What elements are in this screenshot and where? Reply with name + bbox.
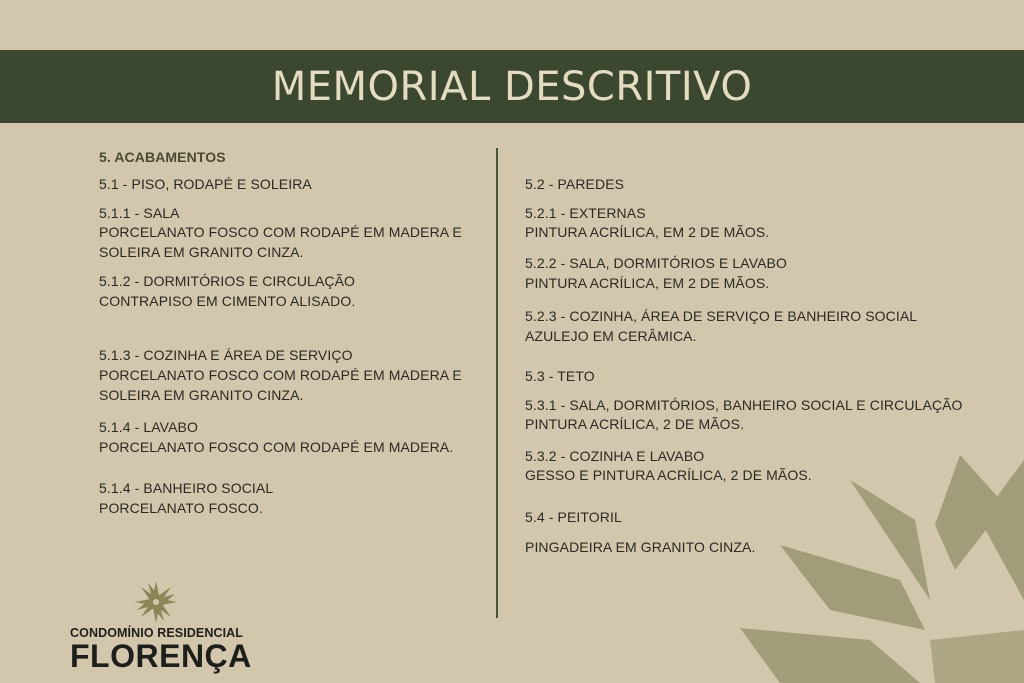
item-line: CONTRAPISO EM CIMENTO ALISADO. (99, 293, 356, 309)
subsection-title-sill: 5.4 - PEITORIL (525, 509, 622, 525)
item-line: PINTURA ACRÍLICA, EM 2 DE MÃOS. (525, 275, 770, 291)
item-heading: 5.2.1 - EXTERNAS (525, 205, 646, 221)
item-heading: 5.1.1 - SALA (99, 205, 180, 221)
column-divider (496, 148, 498, 618)
item-line: PINTURA ACRÍLICA, 2 DE MÃOS. (525, 416, 745, 432)
header-banner (0, 50, 1024, 123)
starburst-icon (134, 580, 178, 624)
item-heading: 5.1.4 - BANHEIRO SOCIAL (99, 480, 274, 496)
item-line: PORCELANATO FOSCO COM RODAPÉ EM MADERA E (99, 367, 462, 383)
item-heading: 5.1.4 - LAVABO (99, 419, 198, 435)
item-heading: 5.2.2 - SALA, DORMITÓRIOS E LAVABO (525, 255, 787, 271)
item-line: GESSO E PINTURA ACRÍLICA, 2 DE MÃOS. (525, 467, 812, 483)
item-line: PINGADEIRA EM GRANITO CINZA. (525, 539, 756, 555)
item-line: PORCELANATO FOSCO COM RODAPÉ EM MADERA. (99, 439, 454, 455)
item-line: PORCELANATO FOSCO COM RODAPÉ EM MADERA E (99, 224, 462, 240)
item-line: PINTURA ACRÍLICA, EM 2 DE MÃOS. (525, 224, 770, 240)
logo-line-1: CONDOMÍNIO RESIDENCIAL (70, 626, 244, 640)
item-line: AZULEJO EM CERÂMICA. (525, 328, 697, 344)
subsection-title-walls: 5.2 - PAREDES (525, 176, 625, 192)
page-title: MEMORIAL DESCRITIVO (271, 63, 753, 110)
section-title: 5. ACABAMENTOS (99, 149, 226, 165)
subsection-title-floor: 5.1 - PISO, RODAPÉ E SOLEIRA (99, 176, 312, 192)
item-line: PORCELANATO FOSCO. (99, 500, 263, 516)
item-heading: 5.3.2 - COZINHA E LAVABO (525, 448, 705, 464)
item-heading: 5.2.3 - COZINHA, ÁREA DE SERVIÇO E BANHEIRO SOCIAL (525, 308, 918, 324)
item-line: SOLEIRA EM GRANITO CINZA. (99, 244, 304, 260)
item-heading: 5.1.2 - DORMITÓRIOS E CIRCULAÇÃO (99, 273, 356, 289)
subsection-title-ceiling: 5.3 - TETO (525, 368, 595, 384)
item-heading: 5.1.3 - COZINHA E ÁREA DE SERVIÇO (99, 347, 353, 363)
logo-line-2: FLORENÇA (70, 638, 252, 674)
item-heading: 5.3.1 - SALA, DORMITÓRIOS, BANHEIRO SOCIAL E CIRCULAÇÃO (525, 397, 963, 413)
item-line: SOLEIRA EM GRANITO CINZA. (99, 387, 304, 403)
brand-logo (70, 578, 252, 678)
decorative-star-icon (740, 450, 1024, 683)
